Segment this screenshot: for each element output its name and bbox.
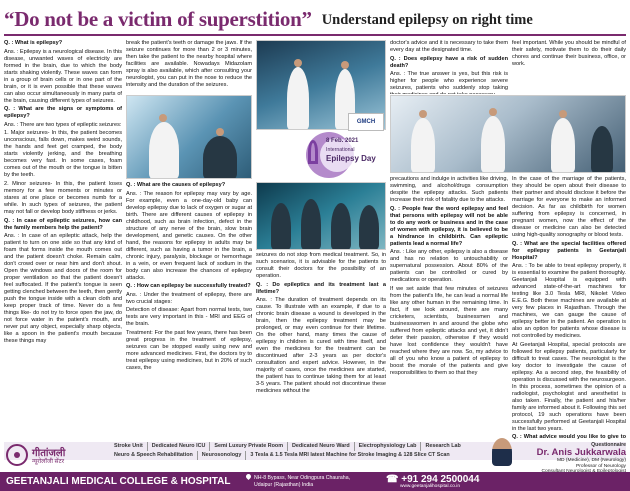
photo-surgical-team	[256, 182, 386, 250]
answer-paragraph: break the patient's teeth or damage the jaws. If the seizure continues for more than 2 or 3 minutes, then take the patient to the nearby hospital where facilities are available. Nowadays Midazolam spray is also available, which after consulting your neurologist, you can put in the nose to reduce the intensity and the duration of the seizures.	[126, 40, 252, 88]
service-item: Neuro & Speech Rehabilitation	[110, 451, 198, 460]
subheadline: Understand epilepsy on right time	[321, 12, 533, 28]
answer-paragraph: seizures do not stop from medical treatment. So, in such scenarios, it is advisable for the patients to consult their doctors for the possibility of an operation.	[256, 252, 386, 279]
service-item: Neurosonology	[198, 451, 247, 460]
epilepsy-day-badge	[306, 132, 384, 180]
service-item: Dedicated Neuro ICU	[148, 442, 211, 451]
badge-date: 8 Feb. 2021	[326, 138, 359, 144]
answer-paragraph: If we set aside that few minutes of seizures from the patient's life, he can lead a normal life like any other human in the remaining time. In fact, if we look around, there are many cricketers, scientists, businessmen and businesswomen in and around the globe who suffered from epileptic attacks and yet, it didn't deter their passion, otherwise if they would have lost confidence they wouldn't have reached where they are now. So, my advice to all of you who know a patient of epilepsy to boost the morale of the patients and give responsibilities to them so that they	[390, 285, 508, 376]
phone-icon: ☎	[386, 474, 399, 485]
geetanjali-neurology-logo: गीतांजली न्यूरोलॉजी सेंटर	[6, 441, 86, 473]
article-column-4-top	[390, 40, 508, 94]
hospital-name: GEETANJALI MEDICAL COLLEGE & HOSPITAL	[6, 476, 231, 487]
article-header	[4, 4, 626, 32]
answer-paragraph: Detection of disease: Apart from normal tests, two tests are very important in this - MRI and EEG of the brain.	[126, 307, 252, 328]
article-column-2	[126, 182, 252, 440]
answer-paragraph: feel important. While you should be mindful of their safety, motivate them to do their daily chores and continue their business, office, or work.	[512, 40, 626, 67]
answer-paragraph: At Geetanjali Hospital, special protocols are followed for epilepsy patients, particularly for difficult to treat cases. The neurologist is the key doctor to investigate the cause of epilepsy. As a second step, the feasibility of operation is discussed with the neurosurgeon. In this process, sometimes the opinion of a radiologist, psychologist and anesthetist is also taken. Finally, the patient and his/her family are informed about it. Following this set protocol, 19 such operations have been successfully performed at Geetanjali Hospital in the last two years.	[512, 341, 626, 432]
answer-paragraph: Ans. : Under the treatment of epilepsy, there are two crucial stages:	[126, 291, 252, 305]
article-column-1	[4, 40, 122, 440]
photo-doctor-examining-patient	[126, 95, 252, 179]
answer-paragraph: Ans. : In case of an epileptic attack, help the patient to turn on one side so that any kind of foam that forms inside the mouth comes out and the patient doesn't choke. Remain calm, don't crowd over or near him and don't shout. Open the windows and doors of the room for proper ventilation so that the patient doesn't feel suffocated. If the patient's tongue is seen getting clenched between the teeth, then gently push the tongue inside with a clean cloth and keep proper track of time. Never do a few things like- do not try to force open the jaw, do not force water in the patient's mouth, and never put any object, especially sharp objects, like a spoon in the patient's mouth because these things may	[4, 233, 122, 345]
answer-paragraph: Treatment: For the past few years, there has been great progress in the treatment of epilepsy, seizures can be stopped easily using new and more advanced medicines. First, the doctors try to treat epilepsy using medicines, but in 20% of such cases, the	[126, 329, 252, 371]
question: Q. : What are the signs or symptoms of epilepsy?	[4, 106, 122, 120]
hospital-address: NH-8 Bypass, Near Odingpura Chauraha, Udaipur (Rajasthan) India	[246, 474, 350, 488]
article-column-5	[512, 176, 626, 440]
question: Q. : In case of epileptic seizures, how can the family members help the patient?	[4, 217, 122, 231]
article-column-3	[256, 252, 386, 440]
question: Q. : What are the special facilities offered for epilepsy patients in Geetanjali Hospital?	[512, 240, 626, 261]
photo-medical-staff-group	[390, 95, 626, 173]
answer-paragraph: Ans. : To be able to treat epilepsy properly, it is essential to examine the patient thoroughly. Geetanjali Hospital is equipped with advanced state-of-the-art machines for testing like 3.0 Tesla MRI, Nikolet Video E.E.G. Both these machines are available at very few places in Rajasthan. Through the machines, we can gauge the cause of epilepsy better in the patient. An operation is also an option for patients whose disease is not controlled by medicines.	[512, 263, 626, 340]
answer-paragraph: Ans. : Epilepsy is a neurological disease. In this disease, unwanted waves of electricity are formed in the brain, due to which the body starts shaking violently. These waves can form in a group of brain cells or in one part of the brain, or it is even possible that these waves can also occur simultaneously in many parts of the brain, causing different types of seizures.	[4, 48, 122, 104]
answer-paragraph: 1. Major seizures- In this, the patient becomes unconscious, falls down, makes weird sounds, the hands and feet get cramped, the body starts violently jerking, and the breathing becomes very fast. In some cases, foam comes out of the mouth or the tongue is bitten by the teeth.	[4, 130, 122, 179]
question: Q. : People fear the word epilepsy and feel that persons with epilepsy will not be able to do any work or business and in the case of women with epilepsy, it is believed to be a hindrance in childbirth. Can epileptic patients lead a normal life?	[390, 205, 508, 247]
badge-international: International	[326, 147, 355, 153]
answer-paragraph: 2. Minor seizures- In this, the patient loses memory for a few moments or minutes or stares at one place or becomes numb for a while. In such types of seizures, the patient may not fall or develop body stiffness or jerks.	[4, 180, 122, 215]
service-item: Electrophysiology Lab	[355, 442, 422, 451]
service-item: Semi Luxury Private Room	[210, 442, 288, 451]
answer-paragraph: Ans. : The duration of treatment depends on its cause. To illustrate with an example, if due to a chronic brain disease a wound is developed in the brain, then the epilepsy treatment may be prolonged, or may even continue for their lifetime. On the other hand, many times the cause of epilepsy in children is cured with time itself, and even the medicines for the treatment can be discontinued after 2-3 years as per doctor's consultation and expert advice. However, in the majority of cases, once the medicines are started, the patient has to continue taking them for at least 3-5 years. The patient should not discontinue these medicines without the	[256, 297, 386, 395]
article-column-4	[390, 176, 508, 440]
questionnaire-panel: Questionnaire Dr. Anis Jukkarwala MD (Medicine), DM (Neurology) Professor of Neurology	[508, 442, 626, 472]
service-item: Dedicated Neuro Ward	[288, 442, 355, 451]
question: Q. : Does epilepsy have a risk of sudden death?	[390, 55, 508, 69]
answer-paragraph: Ans. : The reason for epilepsy may vary by age. For example, even a one-day-old baby can develop epilepsy due to lack of oxygen or sugar at birth. There are different causes of epilepsy in childhood, such as brain infection, defect in the structure of any nerve of the brain, slow brain development, and genetic causes. On the other hand, the reasons for epilepsy in adults may be different, such as having a tumor in the brain, a chronic injury, paralysis, blockage or hemorrhage in a vein, or even frequent lack of sodium in the body can also increase the chances of epilepsy attacks.	[126, 190, 252, 281]
badge-day: Epilepsy Day	[326, 154, 376, 163]
service-item: Research Lab	[425, 443, 461, 449]
question: Q. : How can epilepsy be successfully treated?	[126, 283, 251, 290]
answer-paragraph: precautions and indulge in activities like driving, swimming, and alcohol/drugs consumption despite the epilepsy attacks. Such patients increase their risk of fatality due to the attacks.	[390, 176, 508, 203]
answer-paragraph: Ans. : There are two types of epileptic seizures:	[4, 121, 122, 128]
purple-ribbon-icon	[308, 140, 318, 164]
header-rule	[4, 34, 626, 36]
headline: “Do not be a victim of superstition”	[4, 7, 312, 31]
question: Q. : What advice would you like to give to	[512, 434, 626, 440]
article-column-5-top	[512, 40, 626, 94]
answer-paragraph: Ans. : The true answer is yes, but this risk is higher for people who experience severe seizures, patients who suddenly stop taking	[390, 71, 508, 92]
hospital-website-link[interactable]: www.geetanjalihospital.co.in	[400, 484, 460, 489]
question: Q. : What are the causes of epilepsy?	[126, 182, 226, 188]
answer-paragraph: In the case of the marriage of the patients, they should be open about their disease to their partner and should disclose it before the marriage for everyone to make an informed decision. As far as childbirth for women suffering from epilepsy is concerned, in pregnant women, now the effect of the disease or medicine can also be detected using high-quality sonography or blood tests.	[512, 176, 626, 238]
answer-paragraph: Ans. : Like any other, epilepsy is also a disease and has no relation to untouchability or supernatural possession. About 80% of the patients can be controlled or cured by medications or operation.	[390, 249, 508, 284]
brain-emblem-icon	[6, 444, 28, 466]
questionnaire-label: Questionnaire	[591, 442, 626, 448]
doctor-name: Dr. Anis Jukkarwala	[536, 447, 626, 458]
hospital-phone[interactable]: ☎ +91 294 2500044	[386, 474, 480, 485]
question: Q. : What is epilepsy?	[4, 40, 63, 46]
article-column-2-top	[126, 40, 252, 94]
service-item: Stroke Unit	[110, 442, 148, 451]
hospital-footer-bar	[0, 472, 630, 491]
question: Q. : Do epileptics and its treatment last a lifetime?	[256, 281, 386, 295]
location-pin-icon	[245, 473, 252, 480]
services-list	[110, 442, 502, 468]
service-item: 3 Tesla & 1.5 Tesla MRI latest Machine for Stroke Imaging & 128 Slice CT Scan	[250, 452, 450, 458]
answer-paragraph: doctor's advice and it is necessary to take them every day at the designated time.	[390, 40, 508, 53]
gmch-logo: GMCH	[348, 113, 384, 131]
